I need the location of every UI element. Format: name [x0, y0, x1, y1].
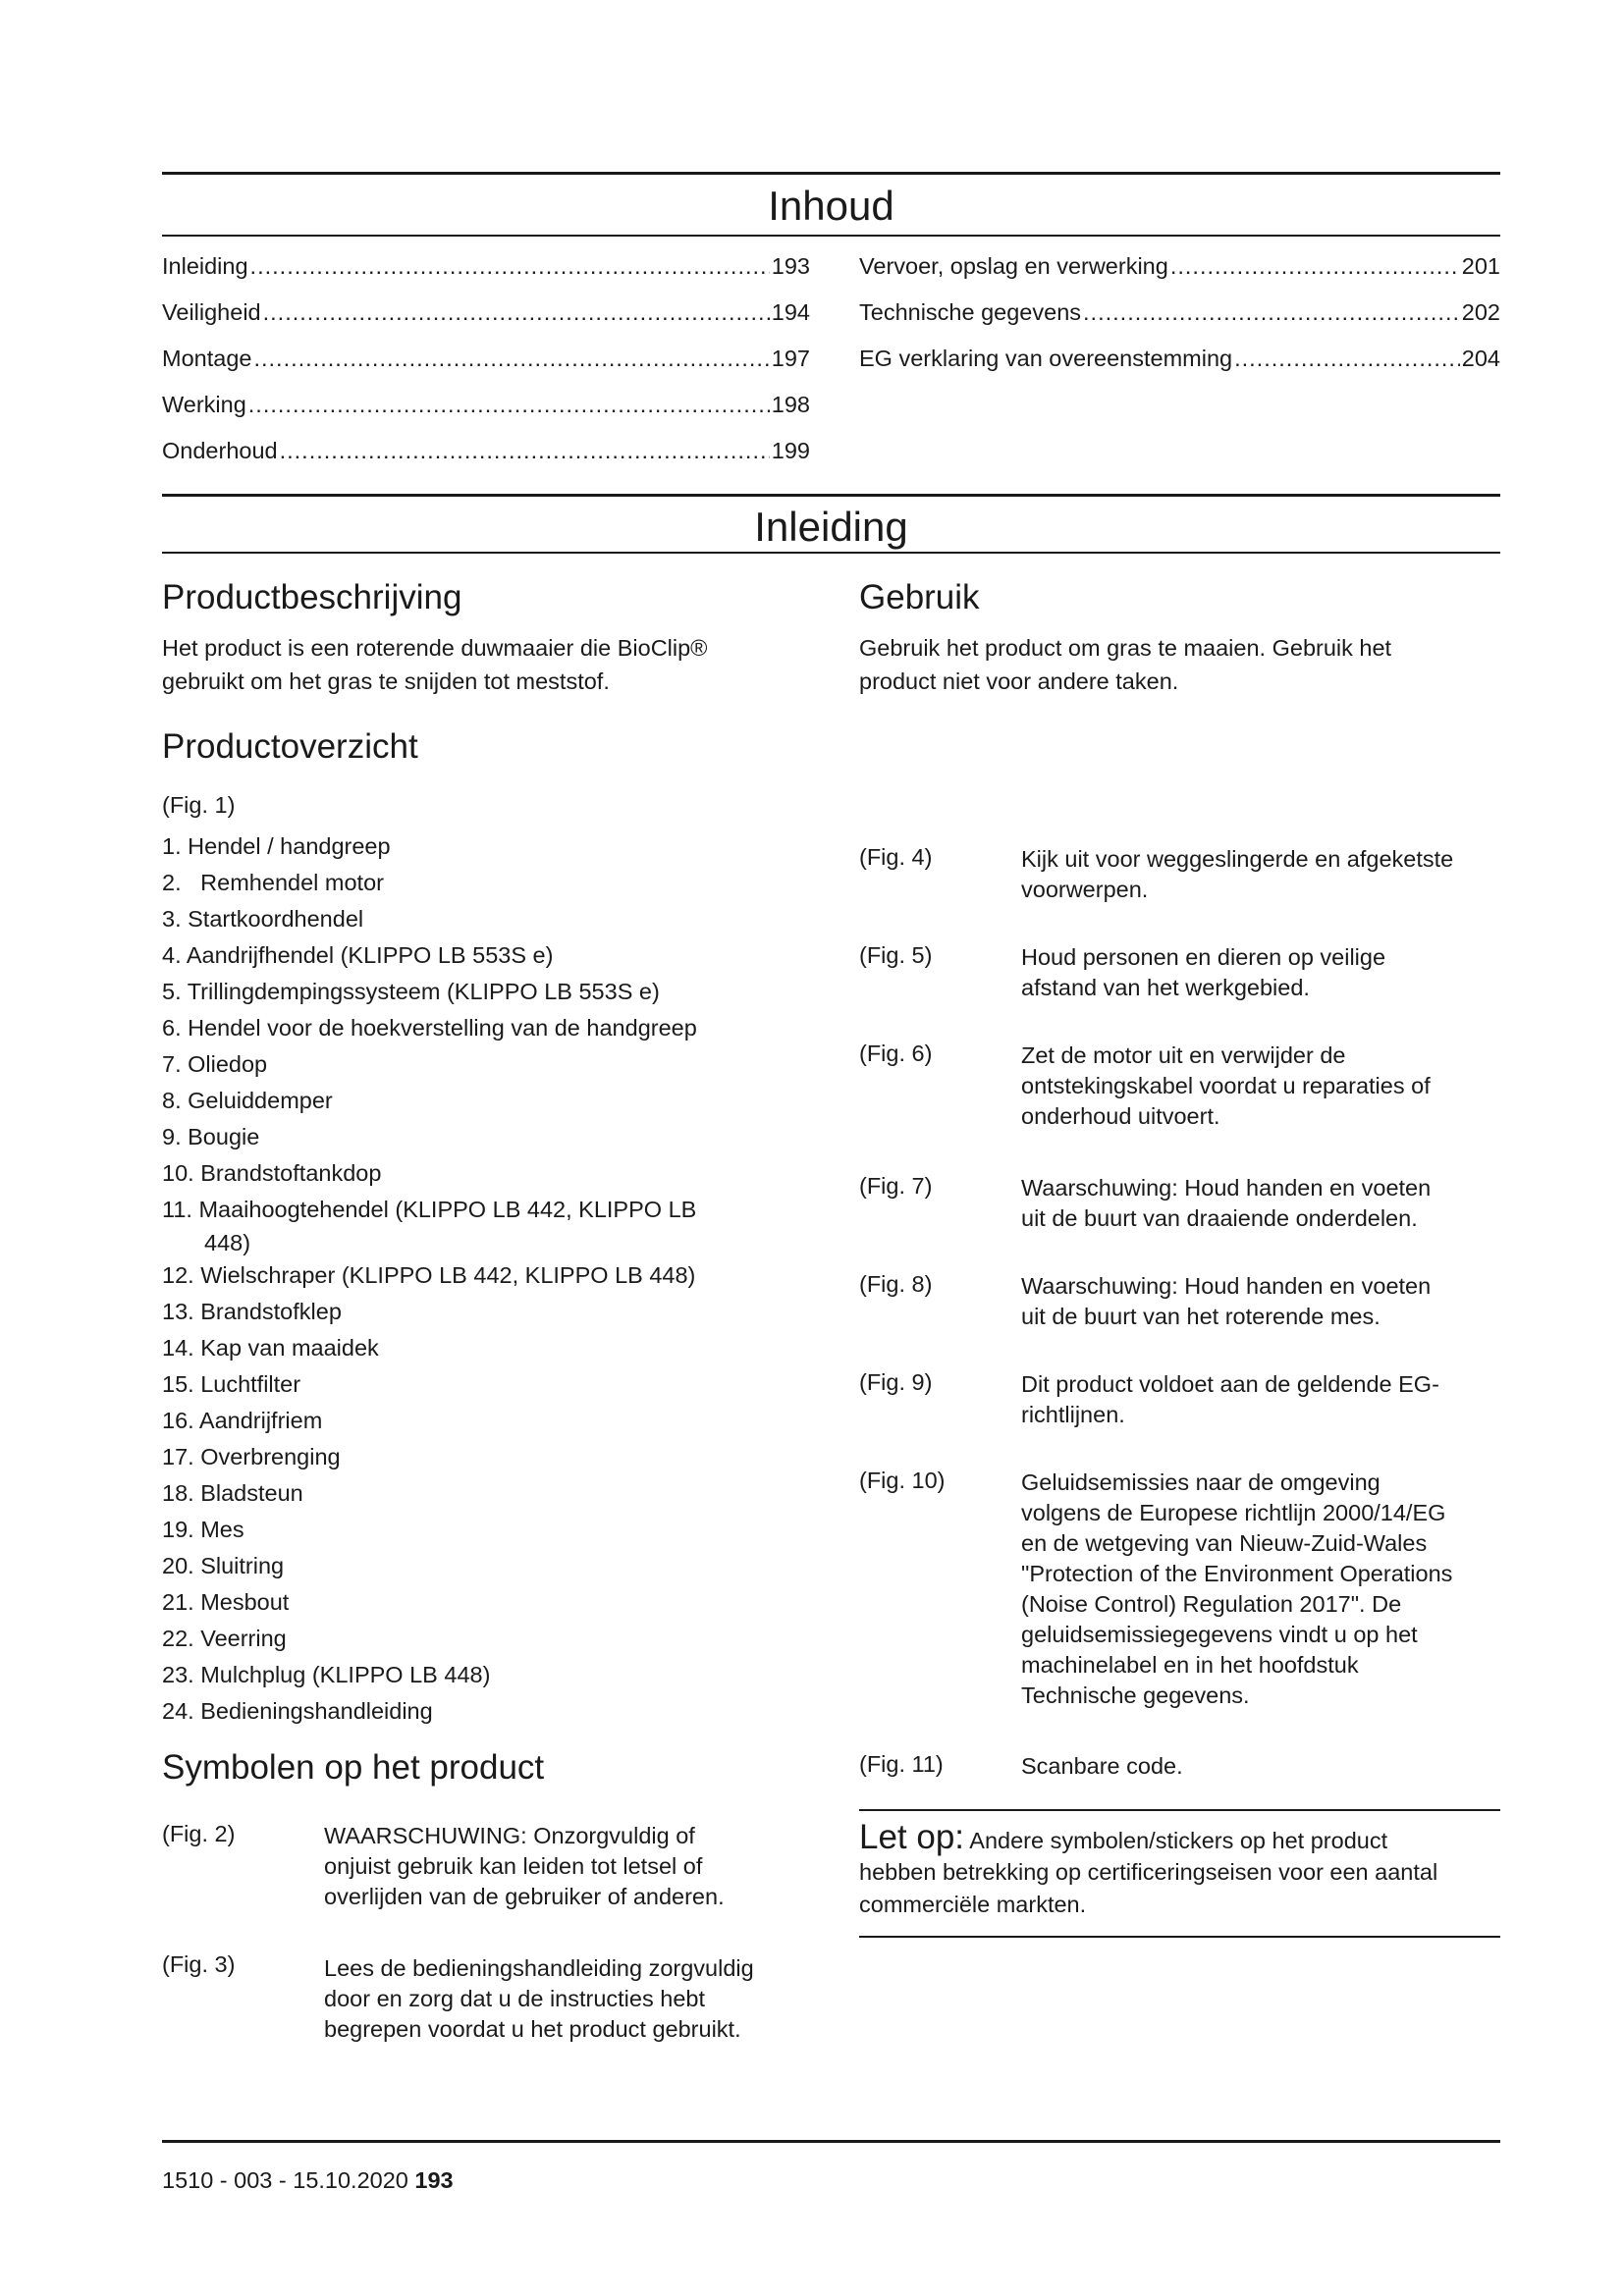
list-item: 10. Brandstoftankdop [162, 1160, 382, 1186]
note-text-line2: hebben betrekking op certificeringseisen voor een aantal [859, 1859, 1438, 1885]
list-item: 19. Mes [162, 1517, 244, 1542]
list-item: 14. Kap van maaidek [162, 1335, 379, 1361]
overview-list [162, 828, 830, 1730]
fig-9-label: (Fig. 9) [859, 1369, 933, 1395]
note-heading: Let op: [859, 1818, 965, 1856]
contents-title: Inhoud [768, 183, 894, 229]
fig-3-label: (Fig. 3) [162, 1951, 236, 1977]
fig-10-description: Geluidsemissies naar de omgeving volgens de Europese richtlijn 2000/14/EG en de wetgeving van Nieuw-Zuid-Wales "Protection of the Environment Operations (Noise Control) Regulation 2017". De geluidsemissiegegevens vindt u op het machinelabel en in het hoofdstuk Technische gegevens. [1021, 1469, 1453, 1708]
fig-10-label: (Fig. 10) [859, 1468, 946, 1493]
fig-7-description: Waarschuwing: Houd handen en voeten uit de buurt van draaiende onderdelen. [1021, 1175, 1432, 1231]
fig-2-label: (Fig. 2) [162, 1821, 236, 1846]
section-top-rule [162, 494, 1500, 497]
usage-heading: Gebruik [859, 578, 980, 616]
note-bottom-rule [859, 1936, 1500, 1938]
fig-4-description: Kijk uit voor weggeslingerde en afgeketste voorwerpen. [1021, 846, 1454, 902]
list-item: 6. Hendel voor de hoekverstelling van de handgreep [162, 1015, 697, 1041]
list-item: 24. Bedieningshandleiding [162, 1698, 433, 1724]
note-text-line1: Andere symbolen/stickers op het product [969, 1828, 1388, 1853]
list-item: 8. Geluiddemper [162, 1088, 333, 1113]
note-box [859, 1818, 1500, 1921]
toc-entry-werking[interactable]: Werking ..... 198 [162, 390, 810, 419]
toc-entry-montage[interactable]: Montage ..... 197 [162, 344, 810, 373]
note-top-rule [859, 1809, 1500, 1811]
toc-entry-vervoer[interactable]: Vervoer, opslag en verwerking ..... 201 [859, 251, 1500, 281]
toc-entry-veiligheid[interactable]: Veiligheid ..... 194 [162, 297, 810, 327]
section-bottom-rule [162, 552, 1500, 554]
list-item: 18. Bladsteun [162, 1480, 303, 1506]
list-item: 23. Mulchplug (KLIPPO LB 448) [162, 1662, 491, 1687]
toc-entry-eg-verklaring[interactable]: EG verklaring van overeenstemming ..... 204 [859, 344, 1500, 373]
note-text-line3: commerciële markten. [859, 1892, 1087, 1917]
list-item: 12. Wielschraper (KLIPPO LB 442, KLIPPO LB 448) [162, 1262, 696, 1288]
list-item: 2. Remhendel motor [162, 870, 384, 895]
list-item: 4. Aandrijfhendel (KLIPPO LB 553S e) [162, 942, 554, 968]
footer [162, 2167, 454, 2194]
fig-5-description: Houd personen en dieren op veilige afstand van het werkgebied. [1021, 944, 1386, 1000]
list-item: 3. Startkoordhendel [162, 906, 364, 932]
fig-6-description: Zet de motor uit en verwijder de ontstekingskabel voordat u reparaties of onderhoud uitvoert. [1021, 1042, 1431, 1129]
footer-rule [162, 2140, 1500, 2143]
list-item: 20. Sluitring [162, 1553, 285, 1578]
list-item: 16. Aandrijfriem [162, 1408, 323, 1433]
list-item: 17. Overbrenging [162, 1444, 341, 1469]
symbols-heading: Symbolen op het product [162, 1748, 545, 1787]
fig-7-label: (Fig. 7) [859, 1173, 933, 1199]
list-item: 9. Bougie [162, 1124, 260, 1149]
list-item: 11. Maaihoogtehendel (KLIPPO LB 442, KLIPPO LB [162, 1197, 697, 1222]
list-item: 1. Hendel / handgreep [162, 833, 391, 859]
contents-top-rule [162, 172, 1500, 175]
contents-bottom-rule [162, 235, 1500, 237]
fig-6-label: (Fig. 6) [859, 1041, 933, 1066]
list-item-continuation: 448) [204, 1230, 251, 1255]
toc-entry-technische-gegevens[interactable]: Technische gegevens ..... 202 [859, 297, 1500, 327]
fig-11-description: Scanbare code. [1021, 1753, 1183, 1779]
list-item: 5. Trillingdempingssysteem (KLIPPO LB 553S e) [162, 979, 660, 1004]
footer-page-number: 193 [414, 2167, 454, 2193]
fig-5-label: (Fig. 5) [859, 942, 933, 968]
list-item: 13. Brandstofklep [162, 1299, 342, 1324]
fig-3-description: Lees de bedieningshandleiding zorgvuldig door en zorg dat u de instructies hebt begrepen voordat u het product gebruikt. [324, 1955, 754, 2042]
fig-9-description: Dit product voldoet aan de geldende EG- richtlijnen. [1021, 1371, 1439, 1427]
fig-2-description: WAARSCHUWING: Onzorgvuldig of onjuist gebruik kan leiden tot letsel of overlijden van de gebruiker of anderen. [324, 1823, 725, 1909]
fig-4-label: (Fig. 4) [859, 844, 933, 870]
product-description-heading: Productbeschrijving [162, 578, 462, 616]
toc-left-column [162, 251, 810, 465]
footer-doc-ref: 1510 - 003 - 15.10.2020 [162, 2167, 408, 2193]
usage-text: Gebruik het product om gras te maaien. Gebruik het product niet voor andere taken. [859, 635, 1392, 694]
list-item: 7. Oliedop [162, 1051, 268, 1077]
product-description-text: Het product is een roterende duwmaaier die BioClip® gebruikt om het gras te snijden tot meststof. [162, 635, 708, 694]
list-item: 21. Mesbout [162, 1589, 290, 1615]
overview-fig-ref: (Fig. 1) [162, 792, 236, 818]
fig-8-label: (Fig. 8) [859, 1271, 933, 1297]
section-title: Inleiding [754, 504, 908, 550]
fig-8-description: Waarschuwing: Houd handen en voeten uit de buurt van het roterende mes. [1021, 1273, 1432, 1329]
toc-entry-inleiding[interactable]: Inleiding ..... 193 [162, 251, 810, 281]
list-item: 22. Veerring [162, 1626, 287, 1651]
overview-heading: Productoverzicht [162, 727, 418, 766]
fig-11-label: (Fig. 11) [859, 1751, 944, 1777]
toc-entry-onderhoud[interactable]: Onderhoud ..... 199 [162, 436, 810, 465]
list-item: 15. Luchtfilter [162, 1371, 301, 1397]
toc-right-column [859, 251, 1500, 373]
